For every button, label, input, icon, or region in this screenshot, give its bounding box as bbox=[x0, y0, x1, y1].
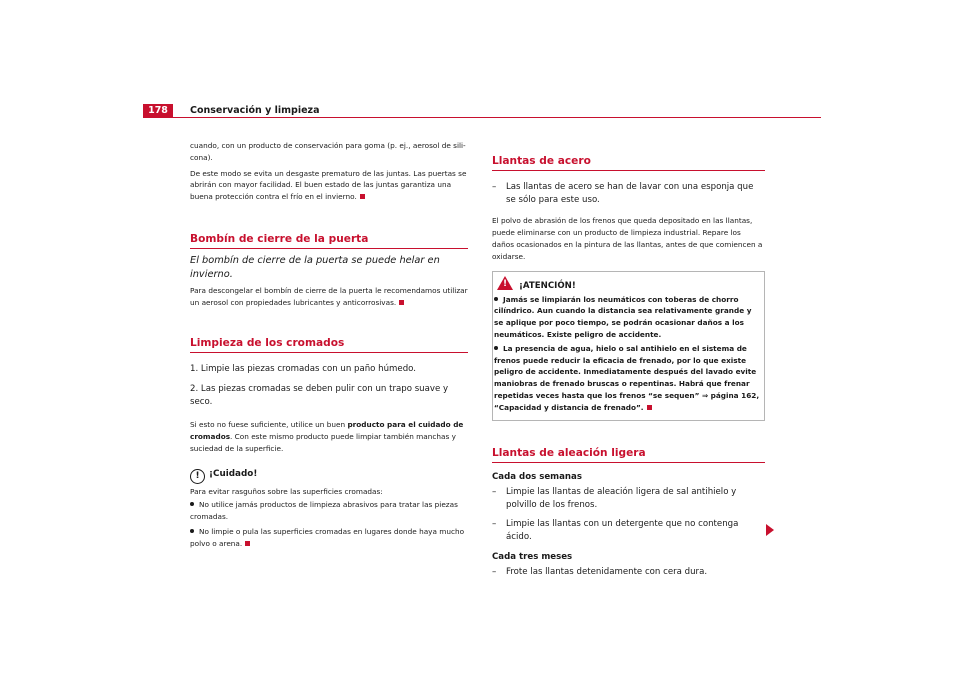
alloy-step-2-text: Limpie las llantas con un detergente que no contenga ácido. bbox=[506, 519, 739, 543]
alloy-step-1-text: Limpie las llantas de aleación ligera de sal antihielo y polvillo de los frenos. bbox=[506, 486, 737, 510]
warning-heading bbox=[493, 276, 760, 291]
section-heading-alloy-rims: Llantas de aleación ligera bbox=[492, 447, 765, 463]
alloy-step-3 bbox=[492, 566, 765, 579]
left-column bbox=[190, 140, 468, 550]
alloy-step-3-text: Frote las llantas detenidamente con cera dura. bbox=[506, 566, 708, 577]
steel-rims-step-text: Las llantas de acero se han de lavar con una esponja que se sólo para este uso. bbox=[506, 182, 754, 206]
alloy-subheading-biweekly: Cada dos semanas bbox=[492, 471, 582, 482]
door-lock-paragraph-text: Para descongelar el bombín de cierre de la puerta le recomendamos utilizar un aerosol con propiedades lubricantes y anticorrosivas. bbox=[190, 285, 468, 307]
warning-title: ¡ATENCIÓN! bbox=[519, 280, 576, 291]
chrome-step-1: 1. Limpie las piezas cromadas con un paño húmedo. bbox=[190, 363, 417, 374]
dash-marker: – bbox=[492, 182, 497, 192]
alloy-step-1 bbox=[492, 486, 765, 512]
section-heading-steel-rims: Llantas de acero bbox=[492, 155, 765, 171]
header-rule bbox=[173, 117, 821, 118]
continue-arrow-icon bbox=[766, 524, 774, 536]
page-header-title: Conservación y limpieza bbox=[190, 105, 320, 116]
warning-triangle-icon bbox=[497, 276, 513, 290]
caution-icon: ! bbox=[190, 469, 205, 484]
bullet-icon bbox=[190, 529, 194, 533]
section-subtitle-door-lock: El bombín de cierre de la puerta se puede helar en invierno. bbox=[190, 254, 440, 280]
chrome-paragraph bbox=[190, 419, 468, 454]
intro-paragraph-2 bbox=[190, 168, 468, 203]
steel-rims-paragraph: El polvo de abrasión de los frenos que queda depositado en las llantas, puede eliminarse con un producto de limpieza industrial. Repare los daños ocasionados en la pintura de las llantas, antes de que comiencen a oxidarse. bbox=[492, 216, 763, 261]
warning-box bbox=[492, 271, 765, 421]
caution-bullet-2 bbox=[190, 526, 468, 550]
caution-intro: Para evitar rasguños sobre las superficies cromadas: bbox=[190, 486, 383, 496]
chrome-paragraph-bold: producto para el cuidado de cromados bbox=[190, 420, 464, 441]
alloy-subheading-quarterly: Cada tres meses bbox=[492, 551, 573, 562]
section-heading-chrome: Limpieza de los cromados bbox=[190, 337, 468, 353]
caution-bullet-1-text: No utilice jamás productos de limpieza abrasivos para tratar las piezas cromadas. bbox=[190, 500, 458, 522]
alloy-step-2 bbox=[492, 518, 765, 544]
bullet-icon bbox=[190, 502, 194, 506]
intro-paragraph-1: cuando, con un producto de conservación para goma (p. ej., aerosol de sili-cona). bbox=[190, 141, 466, 162]
bullet-icon bbox=[494, 297, 498, 301]
dash-marker: – bbox=[492, 519, 497, 530]
door-lock-paragraph bbox=[190, 285, 468, 309]
right-column bbox=[492, 155, 765, 579]
intro-paragraph-2-text: De este modo se evita un desgaste prematuro de las juntas. Las puertas se abrirán con mayor facilidad. El buen estado de las juntas garantiza una buena protección contra el frío en el invierno. bbox=[190, 168, 467, 202]
caution-bullet-1 bbox=[190, 499, 468, 523]
dash-marker: – bbox=[492, 566, 497, 577]
warning-icon-glyph: ! bbox=[503, 278, 508, 289]
chrome-paragraph-post: . Con este mismo producto puede limpiar también manchas y suciedad de la superficie. bbox=[190, 431, 456, 453]
caution-bullet-2-text: No limpie o pula las superficies cromadas en lugares donde haya mucho polvo o arena. bbox=[190, 526, 465, 548]
end-of-section-icon bbox=[360, 194, 365, 199]
bullet-icon bbox=[494, 346, 498, 350]
section-heading-door-lock: Bombín de cierre de la puerta bbox=[190, 233, 468, 249]
warning-bullet-1-text: Jamás se limpiarán los neumáticos con toberas de chorro cilíndrico. Aun cuando la distancia sea relativamente grande y se aplique por poco tiempo, se podrán ocasionar daños a los neumáticos. Existe peligro de accidente. bbox=[494, 294, 752, 339]
caution-heading bbox=[190, 469, 468, 484]
end-of-section-icon bbox=[245, 541, 250, 546]
end-of-section-icon bbox=[647, 405, 652, 410]
caution-title: ¡Cuidado! bbox=[209, 468, 258, 479]
dash-marker: – bbox=[492, 486, 497, 497]
warning-bullet-2-text: La presencia de agua, hielo o sal antihielo en el sistema de frenos puede reducir la eficacia de frenado, por lo que existe peligro de accidente. Inmediatamente después del lavado evite maniobras de frenado bruscas o repentinas. Habrá que frenar repetidas veces hasta que los frenos “se sequen” ⇒ página 162, “Capacidad y distancia de frenado”. bbox=[494, 343, 760, 412]
page-number: 178 bbox=[143, 104, 173, 118]
warning-bullet-2 bbox=[493, 343, 760, 414]
steel-rims-step bbox=[492, 181, 765, 207]
chrome-paragraph-pre: Si esto no fuese suficiente, utilice un buen bbox=[190, 420, 348, 430]
warning-bullet-1 bbox=[493, 294, 760, 341]
end-of-section-icon bbox=[399, 300, 404, 305]
chrome-step-2: 2. Las piezas cromadas se deben pulir con un trapo suave y seco. bbox=[190, 383, 449, 407]
